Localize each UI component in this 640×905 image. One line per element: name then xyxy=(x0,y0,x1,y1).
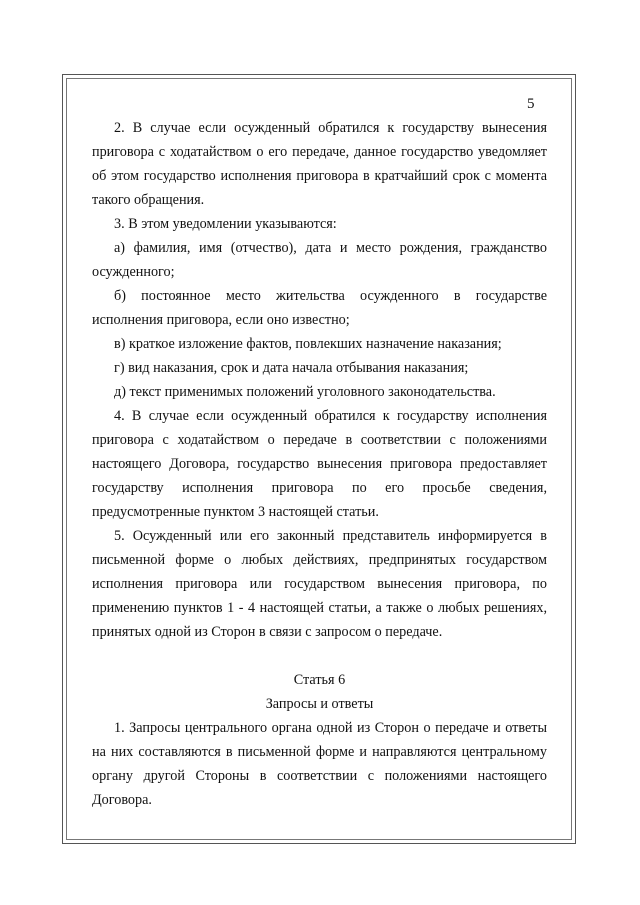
article-subtitle: Запросы и ответы xyxy=(265,696,374,712)
paragraph-2: 2. В случае если осужденный обратился к государству вынесения приговора с ходатайством о его передаче, данное государство уведомляет об этом государство исполнения приговора в кратчайший срок с момента такого обращения. xyxy=(92,120,547,208)
document-body xyxy=(92,116,547,812)
list-item-b: б) постоянное место жительства осужденного в государстве исполнения приговора, если оно известно; xyxy=(92,288,547,328)
paragraph-5: 5. Осужденный или его законный представитель информируется в письменной форме о любых действиях, предпринятых государством исполнения приговора или государством вынесения приговора, по применению пунктов 1 - 4 настоящей статьи, а также о любых решениях, принятых одной из Сторон в связи с запросом о передаче. xyxy=(92,528,547,640)
list-item-a: а) фамилия, имя (отчество), дата и место рождения, гражданство осужденного; xyxy=(92,240,547,280)
article-paragraph-1: 1. Запросы центрального органа одной из Сторон о передаче и ответы на них составляются в письменной форме и направляются центральному органу другой Стороны в соответствии с положениями настоящего Договора. xyxy=(92,720,547,808)
paragraph-4: 4. В случае если осужденный обратился к государству исполнения приговора с ходатайством о передаче в соответствии с положениями настоящего Договора, государство вынесения приговора предоставляет государству исполнения приговора по его просьбе сведения, предусмотренные пунктом 3 настоящей статьи. xyxy=(92,408,547,520)
list-item-d: д) текст применимых положений уголовного законодательства. xyxy=(114,384,496,400)
list-item-v: в) краткое изложение фактов, повлекших назначение наказания; xyxy=(114,336,502,352)
paragraph-3: 3. В этом уведомлении указываются: xyxy=(114,216,337,232)
page-number: 5 xyxy=(527,96,535,112)
article-title: Статья 6 xyxy=(293,672,346,688)
list-item-g: г) вид наказания, срок и дата начала отбывания наказания; xyxy=(114,360,469,376)
section-spacer xyxy=(92,644,547,668)
